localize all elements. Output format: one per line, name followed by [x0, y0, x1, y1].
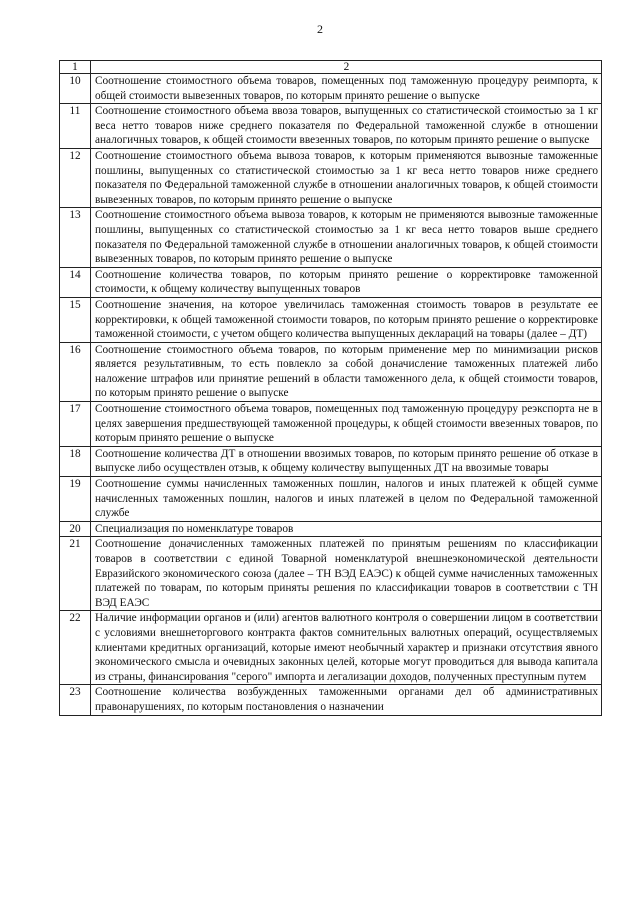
table-row	[60, 297, 602, 342]
row-text: Соотношение стоимостного объема товаров, помещенных под таможенную процедуру реэкспорта не в целях завершения предшествующей таможенной процедуры, к общей стоимости ввезенных товаров, по которым принято решение о выпуске	[91, 402, 602, 447]
table-row	[60, 342, 602, 401]
table-row	[60, 685, 602, 715]
row-number: 12	[60, 148, 91, 207]
table-row	[60, 477, 602, 522]
row-number: 19	[60, 477, 91, 522]
table-row	[60, 104, 602, 149]
table-row	[60, 521, 602, 537]
row-text: Специализация по номенклатуре товаров	[91, 521, 602, 537]
row-number: 20	[60, 521, 91, 537]
row-number: 14	[60, 267, 91, 297]
row-text: Соотношение количества возбужденных таможенными органами дел об административных правонарушениях, по которым постановления о назначении	[91, 685, 602, 715]
row-text: Соотношение стоимостного объема вывоза товаров, к которым не применяются вывозные таможенные пошлины, выпущенных со статистической стоимостью за 1 кг веса нетто товаров выше среднего показателя по Федеральной таможенной службе в отношении аналогичных товаров, к общей стоимости вывезенных товаров, по которым принято решение о выпуске	[91, 208, 602, 267]
row-text: Соотношение количества ДТ в отношении ввозимых товаров, по которым принято решение об отказе в выпуске либо осуществлен отзыв, к общему количеству выпущенных ДТ на ввозимые товары	[91, 446, 602, 476]
row-number: 22	[60, 611, 91, 685]
row-number: 15	[60, 297, 91, 342]
row-number: 10	[60, 74, 91, 104]
page-number: 2	[317, 22, 323, 36]
indicators-table	[59, 60, 602, 716]
row-text: Соотношение стоимостного объема ввоза товаров, выпущенных со статистической стоимостью за 1 кг веса нетто товаров ниже среднего показателя по Федеральной таможенной службе в отношении аналогичных товаров, к общей стоимости ввезенных товаров, по которым принято решение о выпуске	[91, 104, 602, 149]
table-row	[60, 267, 602, 297]
table-row	[60, 537, 602, 611]
row-text: Соотношение стоимостного объема товаров, помещенных под таможенную процедуру реимпорта, к общей стоимости вывезенных товаров, по которым принято решение о выпуске	[91, 74, 602, 104]
table-row	[60, 208, 602, 267]
row-number: 23	[60, 685, 91, 715]
header-col-2: 2	[91, 61, 602, 74]
row-text: Соотношение количества товаров, по которым принято решение о корректировке таможенной стоимости, к общему количеству выпущенных товаров	[91, 267, 602, 297]
table-row	[60, 74, 602, 104]
row-text: Соотношение значения, на которое увеличилась таможенная стоимость товаров в результате ее корректировки, к общей таможенной стоимости товаров, по которым принято решение о корректировке таможенной стоимости, с учетом общего количества выпущенных деклараций на товары (далее – ДТ)	[91, 297, 602, 342]
row-number: 18	[60, 446, 91, 476]
table-row	[60, 446, 602, 476]
row-text: Соотношение стоимостного объема вывоза товаров, к которым применяются вывозные таможенные пошлины, выпущенных со статистической стоимостью за 1 кг веса нетто товаров ниже среднего показателя по Федеральной таможенной службе в отношении аналогичных товаров, к общей стоимости вывезенных товаров, по которым принято решение о выпуске	[91, 148, 602, 207]
row-text: Соотношение стоимостного объема товаров, по которым применение мер по минимизации рисков является результативным, то есть повлекло за собой доначисление таможенных платежей либо наложение штрафов или принятие решений в области таможенного дела, к общей стоимости товаров, по которым принято решение о выпуске	[91, 342, 602, 401]
row-text: Соотношение суммы начисленных таможенных пошлин, налогов и иных платежей к общей сумме начисленных таможенных пошлин, налогов и иных платежей в целом по Федеральной таможенной службе	[91, 477, 602, 522]
row-number: 16	[60, 342, 91, 401]
header-col-1: 1	[60, 61, 91, 74]
row-number: 17	[60, 402, 91, 447]
row-number: 13	[60, 208, 91, 267]
row-text: Соотношение доначисленных таможенных платежей по принятым решениям по классификации товаров в соответствии с единой Товарной номенклатурой внешнеэкономической деятельности Евразийского экономического союза (далее – ТН ВЭД ЕАЭС) к общей сумме начисленных таможенных платежей по товарам, по которым приняты решения по классификации товаров в соответствии с ТН ВЭД ЕАЭС	[91, 537, 602, 611]
table-header-row	[60, 61, 602, 74]
table-row	[60, 148, 602, 207]
row-text: Наличие информации органов и (или) агентов валютного контроля о совершении лицом в соответствии с условиями внешнеторгового контракта фактов сомнительных валютных операций, осуществляемых клиентами кредитных организаций, которые имеют необычный характер и признаки отсутствия явного экономического смысла и очевидных законных целей, которые могут проводиться для вывода капитала из страны, финансирования "серого" импорта и легализации доходов, полученных преступным путем	[91, 611, 602, 685]
table-row	[60, 402, 602, 447]
table-row	[60, 611, 602, 685]
row-number: 21	[60, 537, 91, 611]
row-number: 11	[60, 104, 91, 149]
